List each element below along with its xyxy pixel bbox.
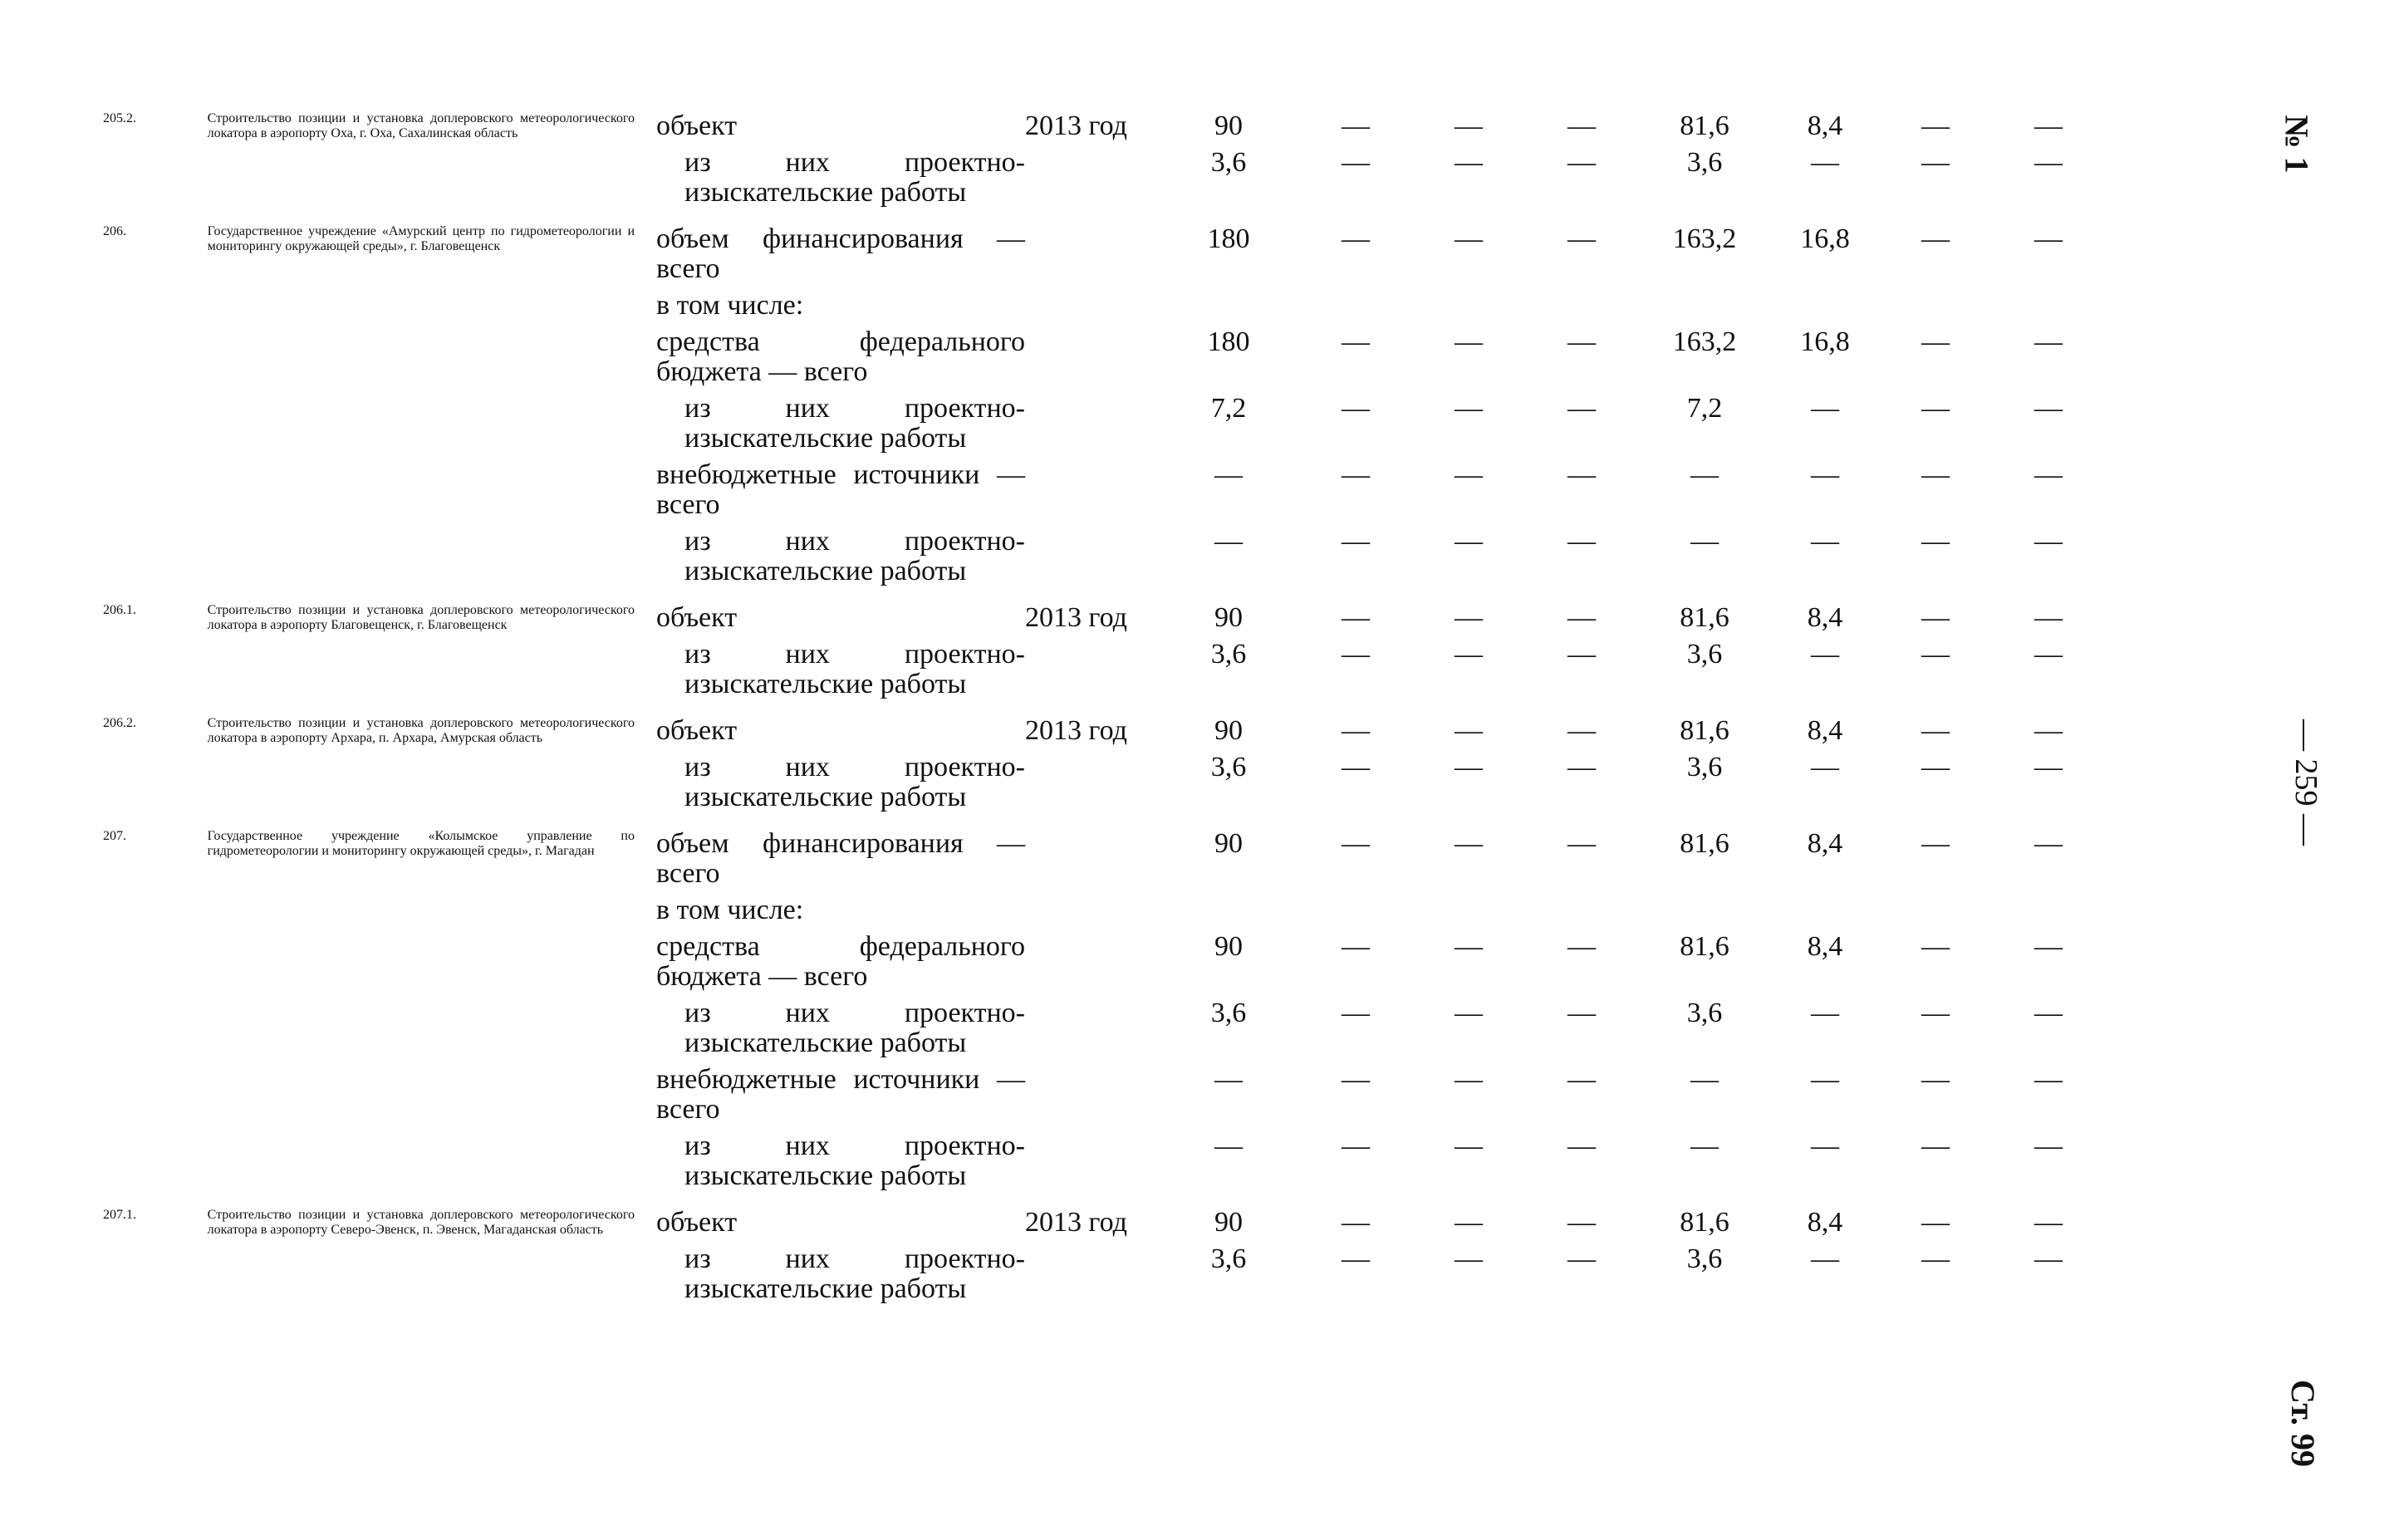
value-cell: 7,2 [1686,393,1723,424]
value-cell: 90 [1214,828,1243,859]
value-cell: — [1921,715,1950,746]
value-cell: 81,6 [1680,931,1729,962]
row-title: Строительство позиции и установка доплеровского метеорологического локатора в аэропорту Благовещенск, г. Благовещенск [207,603,635,632]
value-cell: — [1455,147,1483,178]
value-cell: — [1455,1243,1483,1274]
value-cell: — [1921,639,1950,669]
value-cell: — [1568,828,1596,859]
value-cell: — [1568,1064,1596,1095]
value-cell: — [1342,828,1370,859]
value-cell: — [1568,752,1596,782]
value-cell: — [1342,459,1370,490]
value-cell: — [1455,459,1483,490]
value-cell: — [1455,639,1483,669]
table-row [635,527,2276,586]
value-cell: 3,6 [1686,1243,1723,1274]
value-cell: — [1811,1243,1839,1274]
table-row-group [0,1208,2276,1311]
value-cell: 3,6 [1210,1243,1247,1274]
row-category: объем финансирования — всего [656,828,1025,889]
value-cell: — [1568,326,1596,357]
row-category: из них проектно-изыскательские работы [684,639,1025,699]
value-cell: — [1455,393,1483,424]
row-lines [635,603,2276,706]
value-cell: 7,2 [1210,393,1247,424]
table-row [635,394,2276,454]
value-cell: — [1342,998,1370,1028]
value-cell: — [1568,526,1596,557]
table-row [635,460,2276,520]
value-cell: — [2034,526,2063,557]
value-cell: 90 [1214,1207,1243,1238]
value-cell: — [1811,459,1839,490]
value-cell: 8,4 [1807,110,1843,141]
value-cell: — [2034,223,2063,254]
value-cell: 3,6 [1686,639,1723,669]
value-cell: — [2034,931,2063,962]
value-cell: — [1455,828,1483,859]
value-cell: — [1455,752,1483,782]
value-cell: — [2034,110,2063,141]
table-row [635,753,2276,812]
value-cell: — [1568,1130,1596,1161]
value-cell: 180 [1207,223,1250,254]
row-category: из них проектно-изыскательские работы [684,147,1025,208]
value-cell: 3,6 [1210,147,1247,178]
value-cell: — [1921,931,1950,962]
value-cell: — [1342,1130,1370,1161]
value-cell: — [1811,1064,1839,1095]
value-cell: — [1568,223,1596,254]
value-cell: — [1455,110,1483,141]
value-cell: — [1921,1207,1950,1238]
row-title: Строительство позиции и установка доплеровского метеорологического локатора в аэропорту Архара, п. Архара, Амурская область [207,716,635,745]
row-category: из них проектно-изыскательские работы [684,1130,1025,1191]
table-row-group [0,716,2276,819]
row-year: 2013 год [1025,715,1127,746]
value-cell: — [2034,326,2063,357]
value-cell: 163,2 [1672,326,1737,357]
value-cell: — [1342,223,1370,254]
table-row [635,895,2276,925]
value-cell: — [1811,526,1839,557]
value-cell: — [1921,998,1950,1028]
row-category: в том числе: [656,290,804,321]
row-title: Строительство позиции и установка доплеровского метеорологического локатора в аэропорту Северо-Эвенск, п. Эвенск, Магаданская область [207,1208,635,1237]
row-lines [635,224,2276,593]
value-cell: 81,6 [1680,602,1729,633]
table-row [635,111,2276,141]
row-number: 207. [103,829,126,843]
value-cell: — [1921,526,1950,557]
value-cell: 180 [1207,326,1250,357]
value-cell: — [1921,110,1950,141]
value-cell: — [1690,526,1719,557]
value-cell: — [1568,110,1596,141]
value-cell: — [1342,326,1370,357]
row-category: средства федерального бюджета — всего [656,931,1025,992]
row-title: Государственное учреждение «Колымское управление по гидрометеорологии и мониторингу окружающей среды», г. Магадан [207,829,635,858]
table-row [635,148,2276,208]
row-year: 2013 год [1025,1207,1127,1238]
value-cell: — [1455,326,1483,357]
value-cell: 90 [1214,110,1243,141]
row-lines [635,716,2276,819]
value-cell: — [1921,147,1950,178]
value-cell: — [1568,393,1596,424]
value-cell: — [1455,1064,1483,1095]
value-cell: — [2034,1130,2063,1161]
table-row [635,640,2276,699]
value-cell: — [1455,998,1483,1028]
row-category: объект [656,602,738,633]
value-cell: — [2034,1243,2063,1274]
issue-number: № 1 [2278,115,2316,174]
page-number: — 259 — [2289,719,2323,846]
table-row [635,829,2276,889]
value-cell: — [2034,602,2063,633]
value-cell: 3,6 [1210,752,1247,782]
value-cell: — [1568,1243,1596,1274]
row-number: 206. [103,224,126,238]
row-number: 207.1. [103,1208,136,1222]
value-cell: — [1455,602,1483,633]
value-cell: — [1455,715,1483,746]
row-lines [635,829,2276,1198]
table-row-group [0,111,2276,214]
value-cell: 3,6 [1686,998,1723,1028]
row-category: объем финансирования — всего [656,223,1025,284]
value-cell: — [1921,752,1950,782]
table-row [635,1244,2276,1304]
value-cell: — [1214,459,1243,490]
value-cell: — [1921,393,1950,424]
table-row [635,716,2276,746]
value-cell: — [1568,602,1596,633]
row-category: в том числе: [656,895,804,925]
value-cell: — [1921,326,1950,357]
row-category: из них проектно-изыскательские работы [684,393,1025,454]
value-cell: — [2034,393,2063,424]
value-cell: — [1342,147,1370,178]
value-cell: — [1690,459,1719,490]
value-cell: 16,8 [1800,223,1850,254]
value-cell: — [1568,998,1596,1028]
value-cell: — [1690,1130,1719,1161]
value-cell: — [1921,1243,1950,1274]
value-cell: — [2034,715,2063,746]
table-row [635,998,2276,1058]
financing-table [0,111,2276,1321]
value-cell: 81,6 [1680,828,1729,859]
value-cell: — [1342,110,1370,141]
value-cell: — [1342,526,1370,557]
value-cell: — [1342,602,1370,633]
value-cell: 8,4 [1807,715,1843,746]
value-cell: 90 [1214,715,1243,746]
value-cell: — [1342,639,1370,669]
value-cell: — [2034,828,2063,859]
value-cell: — [1690,1064,1719,1095]
value-cell: 16,8 [1800,326,1850,357]
value-cell: — [1811,147,1839,178]
value-cell: — [1455,1130,1483,1161]
table-row [635,1208,2276,1238]
value-cell: 8,4 [1807,828,1843,859]
value-cell: — [2034,1207,2063,1238]
value-cell: 8,4 [1807,931,1843,962]
row-lines [635,111,2276,214]
value-cell: — [1568,931,1596,962]
value-cell: — [2034,147,2063,178]
sheet-number: Ст. 99 [2284,1380,2322,1467]
row-number: 206.2. [103,716,136,730]
value-cell: — [2034,459,2063,490]
value-cell: — [1811,393,1839,424]
row-category: объект [656,1207,738,1238]
value-cell: — [1921,223,1950,254]
value-cell: — [1342,1243,1370,1274]
value-cell: — [1214,526,1243,557]
row-category: объект [656,110,738,141]
value-cell: — [2034,639,2063,669]
value-cell: — [1811,752,1839,782]
row-title: Государственное учреждение «Амурский центр по гидрометеорологии и мониторингу окружающей среды», г. Благовещенск [207,224,635,253]
row-category: внебюджетные источники — всего [656,1064,1025,1125]
value-cell: — [1921,602,1950,633]
value-cell: — [1811,1130,1839,1161]
value-cell: 3,6 [1210,639,1247,669]
value-cell: — [1568,639,1596,669]
value-cell: — [1342,715,1370,746]
row-title: Строительство позиции и установка доплеровского метеорологического локатора в аэропорту Оха, г. Оха, Сахалинская область [207,111,635,140]
table-row-group [0,224,2276,593]
row-year: 2013 год [1025,602,1127,633]
value-cell: — [1568,715,1596,746]
value-cell: — [1342,931,1370,962]
value-cell: 3,6 [1686,752,1723,782]
value-cell: 90 [1214,931,1243,962]
value-cell: 81,6 [1680,1207,1729,1238]
value-cell: — [1214,1130,1243,1161]
row-category: объект [656,715,738,746]
value-cell: — [1568,459,1596,490]
value-cell: — [2034,998,2063,1028]
value-cell: — [1455,526,1483,557]
value-cell: — [1342,752,1370,782]
table-row-group [0,829,2276,1198]
value-cell: — [1568,1207,1596,1238]
value-cell: 8,4 [1807,1207,1843,1238]
row-category: из них проектно-изыскательские работы [684,998,1025,1058]
value-cell: — [1455,223,1483,254]
row-category: средства федерального бюджета — всего [656,326,1025,387]
row-year: 2013 год [1025,110,1127,141]
value-cell: — [1342,1207,1370,1238]
value-cell: — [1811,639,1839,669]
value-cell: 8,4 [1807,602,1843,633]
table-row [635,291,2276,321]
value-cell: — [2034,752,2063,782]
value-cell: 81,6 [1680,110,1729,141]
value-cell: 90 [1214,602,1243,633]
table-row [635,1131,2276,1191]
table-row [635,327,2276,387]
value-cell: 163,2 [1672,223,1737,254]
row-lines [635,1208,2276,1311]
value-cell: 81,6 [1680,715,1729,746]
value-cell: — [1811,998,1839,1028]
value-cell: — [1214,1064,1243,1095]
table-row [635,603,2276,633]
row-category: из них проектно-изыскательские работы [684,526,1025,586]
value-cell: — [1568,147,1596,178]
value-cell: — [1921,828,1950,859]
table-row [635,932,2276,992]
value-cell: — [2034,1064,2063,1095]
row-category: из них проектно-изыскательские работы [684,752,1025,812]
value-cell: — [1342,393,1370,424]
value-cell: 3,6 [1686,147,1723,178]
value-cell: — [1342,1064,1370,1095]
row-number: 205.2. [103,111,136,125]
row-category: из них проектно-изыскательские работы [684,1243,1025,1304]
value-cell: — [1921,1064,1950,1095]
row-category: внебюджетные источники — всего [656,459,1025,520]
row-number: 206.1. [103,603,136,617]
table-row-group [0,603,2276,706]
value-cell: — [1455,931,1483,962]
value-cell: — [1921,1130,1950,1161]
value-cell: — [1921,459,1950,490]
table-row [635,224,2276,284]
value-cell: 3,6 [1210,998,1247,1028]
value-cell: — [1455,1207,1483,1238]
table-row [635,1065,2276,1125]
